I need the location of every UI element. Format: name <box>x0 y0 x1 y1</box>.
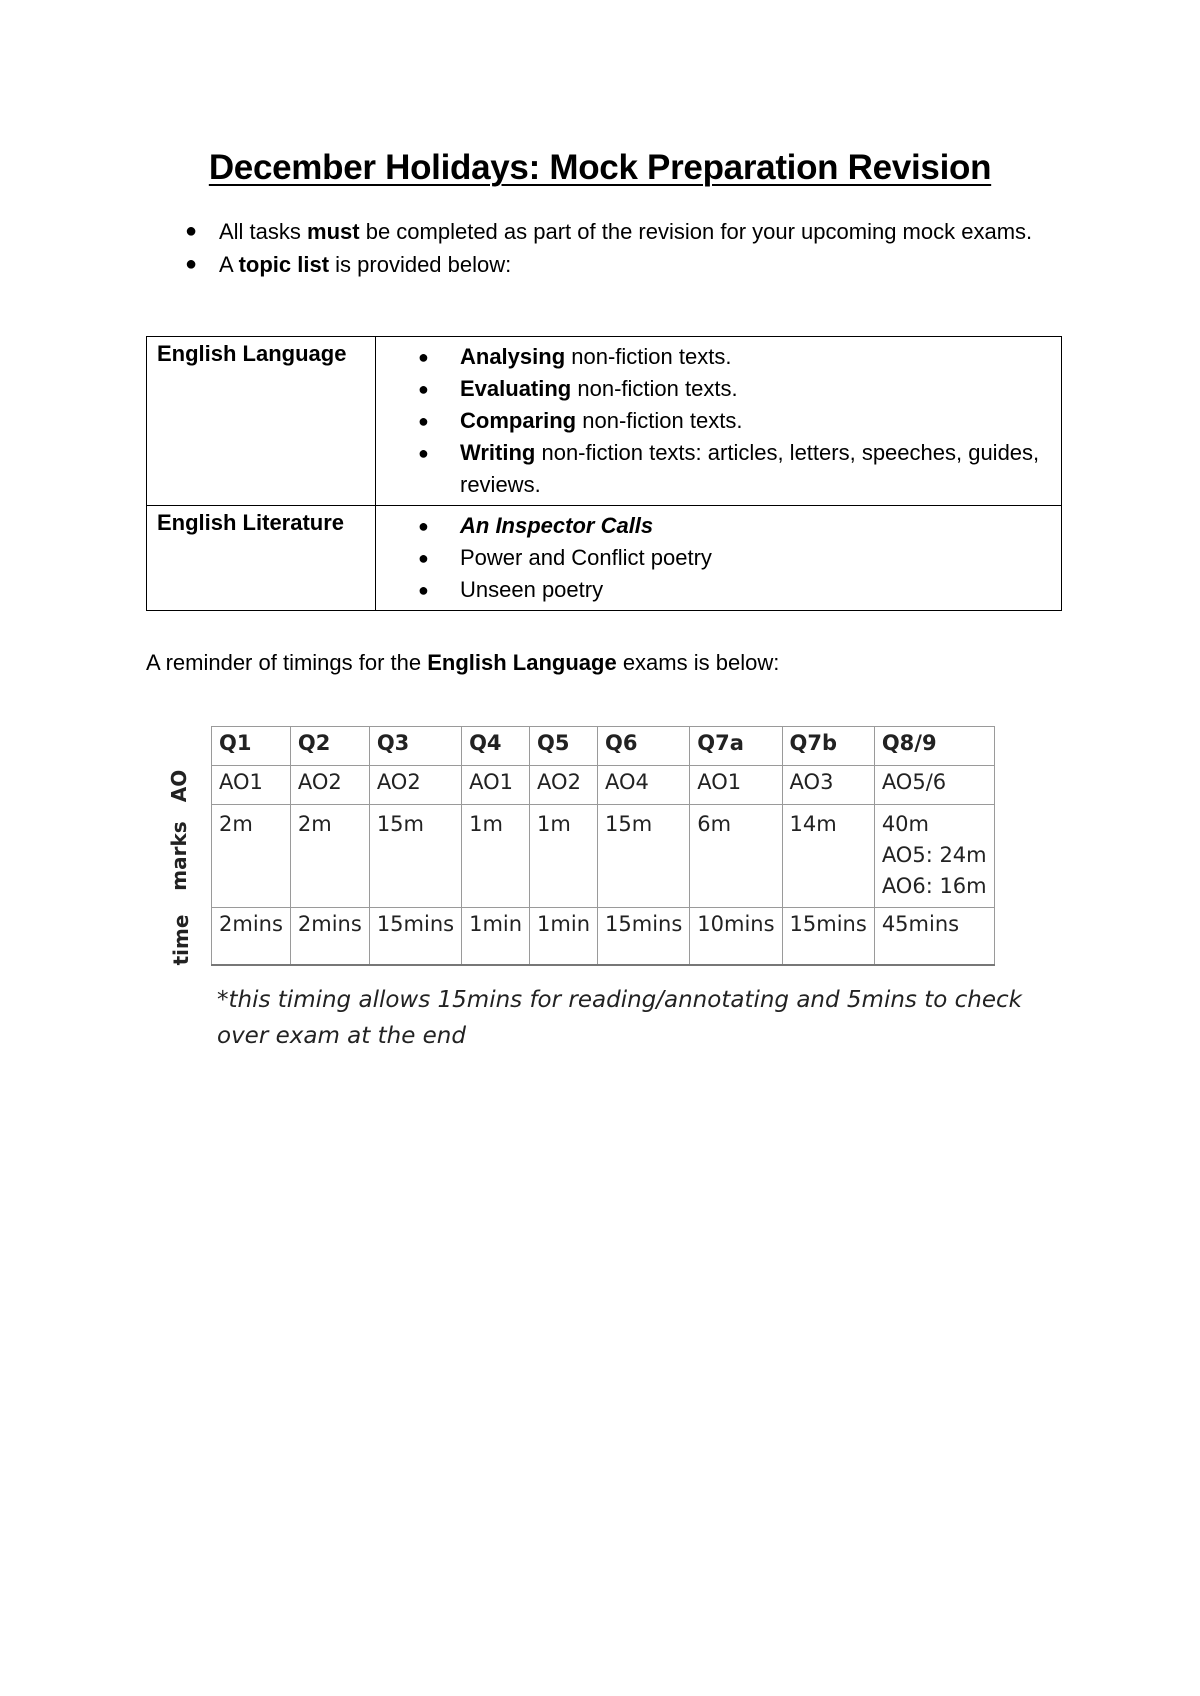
row-label-ao: AO <box>167 769 191 803</box>
intro-item-tasks <box>185 215 1055 248</box>
ao-cell: AO4 <box>598 766 690 805</box>
question-header: Q3 <box>369 727 461 766</box>
ao-cell: AO1 <box>212 766 291 805</box>
time-cell: 15mins <box>598 908 690 966</box>
time-cell: 1min <box>530 908 598 966</box>
time-cell: 2mins <box>212 908 291 966</box>
marks-cell: 15m <box>369 805 461 908</box>
marks-total: 40m <box>881 812 929 836</box>
intro-item-topic-list <box>185 248 1055 281</box>
question-header: Q7b <box>782 727 874 766</box>
topic-key: Writing <box>460 440 536 465</box>
bullet-icon: ● <box>418 379 429 399</box>
subject-cell: English Literature <box>147 506 376 611</box>
bullet-icon: ● <box>418 443 429 463</box>
question-header: Q2 <box>290 727 369 766</box>
topic-key: Analysing <box>460 344 566 369</box>
topic-text: Unseen poetry <box>460 577 604 602</box>
reminder-text: A reminder of timings for the <box>146 650 428 675</box>
ao-cell: AO1 <box>462 766 530 805</box>
marks-cell: 1m <box>462 805 530 908</box>
timings-table <box>211 726 995 966</box>
marks-cell: 2m <box>212 805 291 908</box>
question-header: Q1 <box>212 727 291 766</box>
marks-breakdown-ao6: AO6: 16m <box>881 874 987 898</box>
topic-text: non-fiction texts. <box>571 376 738 401</box>
topics-cell <box>376 337 1062 506</box>
marks-breakdown-ao5: AO5: 24m <box>881 843 987 867</box>
bullet-icon: ● <box>418 347 429 367</box>
topic-item <box>418 405 1051 437</box>
intro-emphasis: must <box>307 219 360 244</box>
ao-cell: AO3 <box>782 766 874 805</box>
topic-text: Power and Conflict poetry <box>460 545 712 570</box>
time-cell: 45mins <box>874 908 994 966</box>
question-header: Q8/9 <box>874 727 994 766</box>
topic-item <box>418 373 1051 405</box>
question-header: Q6 <box>598 727 690 766</box>
time-row <box>212 908 995 966</box>
topic-text: non-fiction texts: articles, letters, speeches, guides, reviews. <box>460 440 1040 497</box>
bullet-icon: ● <box>418 548 429 568</box>
topic-text: non-fiction texts. <box>565 344 732 369</box>
topic-row-literature <box>147 506 1062 611</box>
row-label-time: time <box>169 914 193 966</box>
topic-list-language <box>418 341 1051 501</box>
topic-item <box>418 574 1051 606</box>
timing-footnote: *this timing allows 15mins for reading/annotating and 5mins to check over exam at the end <box>217 987 1022 1049</box>
ao-cell: AO2 <box>290 766 369 805</box>
timings-reminder <box>146 650 779 676</box>
topic-key: Comparing <box>460 408 577 433</box>
topic-key: Evaluating <box>460 376 572 401</box>
marks-cell: 1m <box>530 805 598 908</box>
time-cell: 2mins <box>290 908 369 966</box>
reminder-text: exams is below: <box>616 650 780 675</box>
bullet-icon: ● <box>185 220 198 242</box>
subject-cell: English Language <box>147 337 376 506</box>
intro-emphasis: topic list <box>238 252 330 277</box>
question-header: Q4 <box>462 727 530 766</box>
topic-item <box>418 341 1051 373</box>
time-cell: 15mins <box>369 908 461 966</box>
page-title: December Holidays: Mock Preparation Revision <box>208 148 992 187</box>
topics-cell <box>376 506 1062 611</box>
header-row <box>212 727 995 766</box>
bullet-icon: ● <box>418 580 429 600</box>
question-header: Q7a <box>690 727 782 766</box>
time-cell: 10mins <box>690 908 782 966</box>
marks-row <box>212 805 995 908</box>
topic-row-language <box>147 337 1062 506</box>
question-header: Q5 <box>530 727 598 766</box>
ao-row <box>212 766 995 805</box>
marks-cell-q8 <box>874 805 994 908</box>
ao-cell: AO1 <box>690 766 782 805</box>
ao-cell: AO5/6 <box>874 766 994 805</box>
bullet-icon: ● <box>418 516 429 536</box>
intro-text: is provided below: <box>329 252 512 277</box>
time-cell: 1min <box>462 908 530 966</box>
marks-cell: 6m <box>690 805 782 908</box>
bullet-icon: ● <box>418 411 429 431</box>
marks-cell: 15m <box>598 805 690 908</box>
topic-table <box>146 336 1062 611</box>
topic-item <box>418 437 1051 501</box>
marks-cell: 14m <box>782 805 874 908</box>
time-cell: 15mins <box>782 908 874 966</box>
row-label-marks: marks <box>167 821 191 891</box>
topic-key: An Inspector Calls <box>460 513 654 538</box>
intro-text: be completed as part of the revision for your upcoming mock exams. <box>359 219 1033 244</box>
ao-cell: AO2 <box>369 766 461 805</box>
topic-text: non-fiction texts. <box>576 408 743 433</box>
ao-cell: AO2 <box>530 766 598 805</box>
intro-text: A <box>219 252 239 277</box>
marks-cell: 2m <box>290 805 369 908</box>
topic-item <box>418 542 1051 574</box>
intro-list <box>185 215 1055 281</box>
topic-list-literature <box>418 510 1051 606</box>
topic-item <box>418 510 1051 542</box>
reminder-emphasis: English Language <box>427 650 617 675</box>
bullet-icon: ● <box>185 253 198 275</box>
intro-text: All tasks <box>219 219 308 244</box>
